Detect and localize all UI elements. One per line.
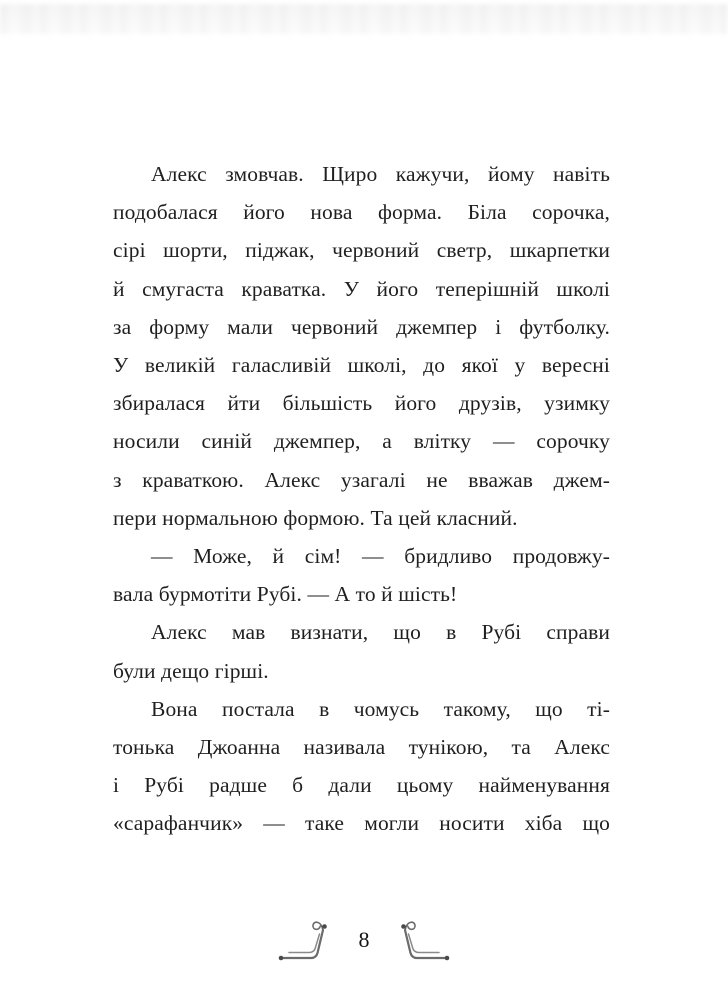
text-line: і Рубі радше б дали цьому найменування [113, 773, 610, 798]
text-line: «сарафанчик» — таке могли носити хіба що [113, 811, 610, 836]
text-line: сірі шорти, піджак, червоний светр, шкарпетки [113, 238, 610, 263]
text-line: — Може, й сім! — бридливо продовжу- [151, 544, 610, 569]
text-line: Вона постала в чомусь такому, що ті- [151, 696, 610, 721]
corner-flourish-left-icon [278, 917, 336, 963]
corner-flourish-right-icon [392, 917, 450, 963]
page-text [113, 155, 610, 843]
scan-artifact [0, 4, 728, 34]
text-line: пери нормальною формою. Та цей класний. [113, 505, 518, 530]
text-line: Алекс мав визнати, що в Рубі справи [151, 620, 610, 645]
text-line: носили синій джемпер, а влітку — сорочку [113, 429, 610, 454]
text-line: У великій галасливій школі, до якої у вересні [113, 353, 610, 378]
text-line: за форму мали червоний джемпер і футболку. [113, 314, 610, 339]
page-footer [0, 915, 728, 965]
text-line: подобалася його нова форма. Біла сорочка, [113, 200, 610, 225]
text-line: й смугаста краватка. У його теперішній школі [113, 276, 610, 301]
text-line: вала бурмотіти Рубі. — А то й шість! [113, 582, 458, 607]
page-number: 8 [358, 927, 370, 952]
text-line: з краваткою. Алекс узагалі не вважав джем- [113, 467, 610, 492]
text-line: тонька Джоанна називала тунікою, та Алекс [113, 735, 610, 760]
text-line: збиралася йти більшість його друзів, узимку [113, 391, 610, 416]
text-line: Алекс змовчав. Щиро кажучи, йому навіть [151, 162, 610, 186]
text-line: були дещо гірші. [113, 658, 269, 683]
